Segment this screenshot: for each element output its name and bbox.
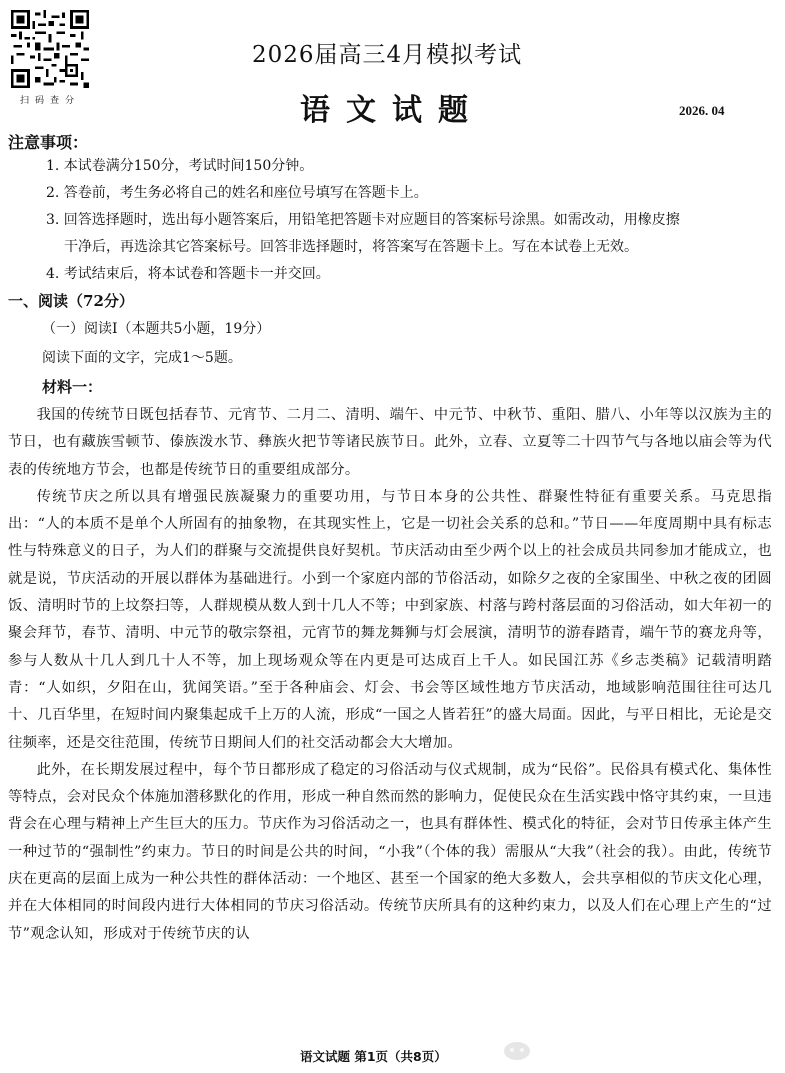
note-text: 3. 回答选择题时，选出每小题答案后，用铅笔把答题卡对应题目的答案标号涂黑。如需改动，用橡皮擦 [46,212,680,228]
section-title: 一、阅读（72分） [8,292,134,310]
note-text-continued: 干净后，再选涂其它答案标号。回答非选择题时，将答案写在答题卡上。写在本试卷上无效。 [64,239,638,255]
part-title: （一）阅读Ⅰ（本题共5小题，19分） [42,321,271,337]
qr-caption: 扫码查分 [19,96,80,106]
watermark-icon [502,1040,532,1062]
exam-title: 2026届高三4月模拟考试 [252,42,523,68]
paragraph: 我国的传统节日既包括春节、元宵节、二月二、清明、端午、中元节、中秋节、重阳、腊八、小年等以汉族为主的节日，也有藏族雪顿节、傣族泼水节、彝族火把节等诸民族节日。此外，立春、立夏等二十四节气与各地以庙会等为代表的传统地方节会，也都是传统节日的重要组成部分。 [8,407,772,478]
notes-heading: 注意事项： [8,133,89,152]
note-item: 4. 考试结束后，将本试卷和答题卡一并交回。 [46,266,330,282]
subject-title: 语文试题 [300,93,484,128]
notes-list [46,153,756,288]
qr-code [11,10,89,88]
instruction: 阅读下面的文字，完成1～5题。 [42,350,242,366]
paragraph: 传统节庆之所以具有增强民族凝聚力的重要功用，与节日本身的公共性、群聚性特征有重要关系。马克思指出：“人的本质不是单个人所固有的抽象物，在其现实性上，它是一切社会关系的总和。”节日——年度周期中具有标志性与特殊意义的日子，为人们的群聚与交流提供良好契机。节庆活动由至少两个以上的社会成员共同参加才能成立，也就是说，节庆活动的开展以群体为基础进行。小到一个家庭内部的节俗活动，如除夕之夜的全家围坐、中秋之夜的团圆饭、清明时节的上坟祭扫等，人群规模从数人到十几人不等；中到家族、村落与跨村落层面的习俗活动，如大年初一的聚会拜节，春节、清明、中元节的敬宗祭祖，元宵节的舞龙舞狮与灯会展演，清明节的游春踏青，端午节的赛龙舟等，参与人数从十几人到几十人不等，加上现场观众等在内更是可达成百上千人。如民国江苏《乡志类稿》记载清明踏青：“人如织，夕阳在山，犹闻笑语。”至于各种庙会、灯会、书会等区域性地方节庆活动，地域影响范围往往可达几十、几百华里，在短时间内聚集起成千上万的人流，形成“一国之人皆若狂”的盛大局面。因此，与平日相比，无论是交往频率，还是交往范围，传统节日期间人们的社交活动都会大大增加。 [8,488,772,751]
paragraph: 此外，在长期发展过程中，每个节日都形成了稳定的习俗活动与仪式规制，成为“民俗”。民俗具有模式化、集体性等特点，会对民众个体施加潜移默化的作用，形成一种自然而然的影响力，促使民众在生活实践中恪守其约束，一旦违背会在心理与精神上产生巨大的压力。节庆作为习俗活动之一，也具有群体性、模式化的特征，会对节日传承主体产生一种过节的“强制性”约束力。节日的时间是公共的时间，“小我”（个体的我）需服从“大我”（社会的我）。由此，传统节庆在更高的层面上成为一种公共性的群体活动：一个地区、甚至一个国家的绝大多数人，会共享相似的节庆文化心理，并在大体相同的时间段内进行大体相同的节庆习俗活动。传统节庆所具有的这种约束力，以及人们在心理上产生的“过节”观念认知，形成对于传统节庆的认 [8,761,772,942]
article-body [8,402,772,948]
note-item: 1. 本试卷满分150分，考试时间150分钟。 [46,158,314,174]
material-label: 材料一： [42,378,103,396]
exam-date: 2026. 04 [679,103,725,118]
page-footer: 语文试题 第1页（共8页） [300,1049,447,1064]
note-item [46,207,756,261]
note-item: 2. 答卷前，考生务必将自己的姓名和座位号填写在答题卡上。 [46,185,428,201]
